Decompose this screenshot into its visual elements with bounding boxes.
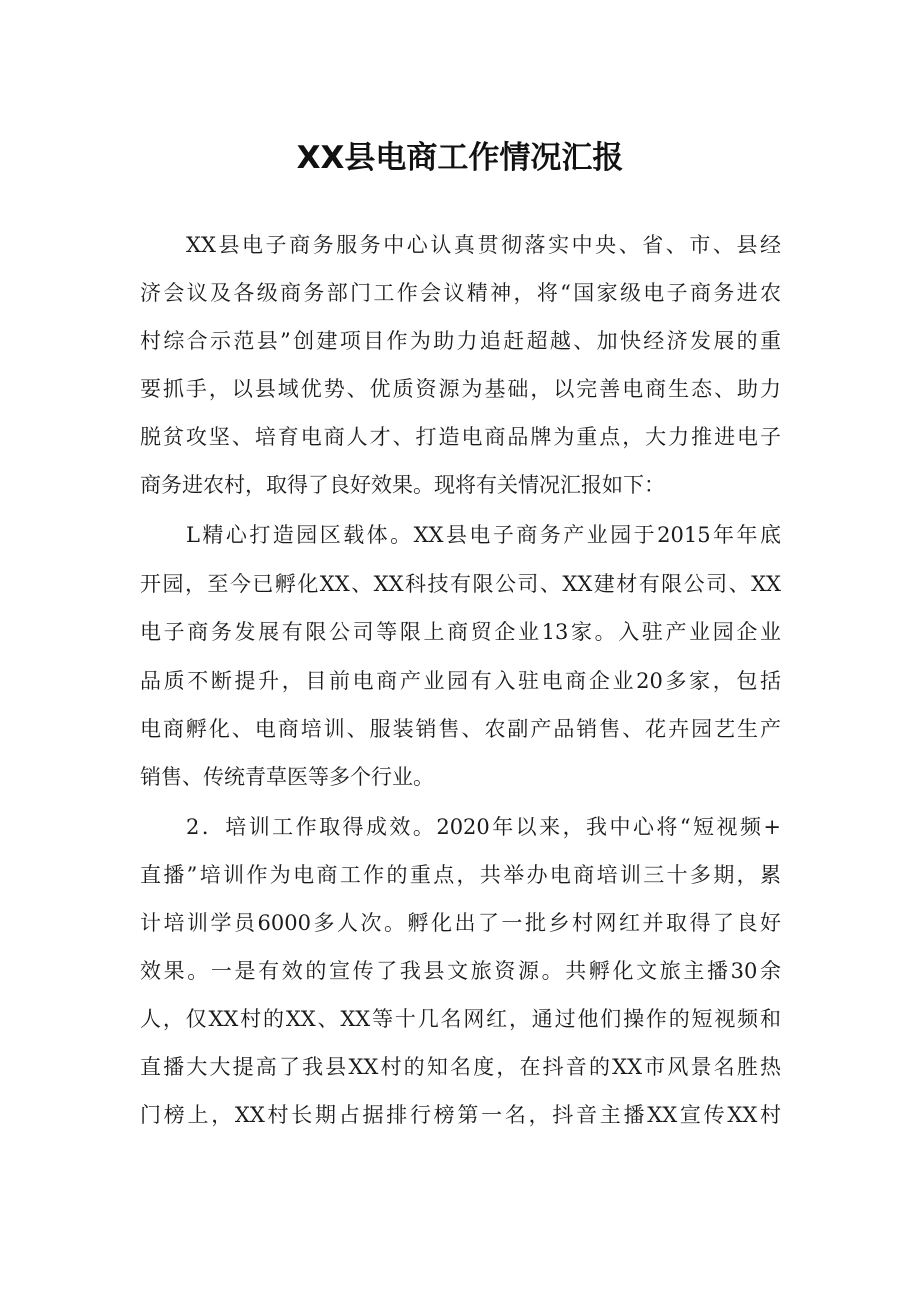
paragraph-2-line-1: L精心打造园区载体。XX县电子商务产业园于2015年年底 [186,523,781,547]
paragraph-1-line-1: XX县电子商务服务中心认真贯彻落实中央、省、市、县经 [186,233,781,257]
paragraph-3-line-2: 直播”培训作为电商工作的重点，共举办电商培训三十多期，累 [140,863,781,887]
paragraph-2-line-3: 电子商务发展有限公司等限上商贸企业13家。入驻产业园企业 [140,620,781,644]
paragraph-3-line-4: 效果。一是有效的宣传了我县文旅资源。共孵化文旅主播30余 [140,959,781,983]
paragraph-3-line-3: 计培训学员6000多人次。孵化出了一批乡村网红并取得了良好 [140,911,781,935]
paragraph-3-line-6: 直播大大提高了我县XX村的知名度，在抖音的XX市风景名胜热 [140,1055,781,1079]
paragraph-2-line-6: 销售、传统青草医等多个行业。 [140,765,434,789]
paragraph-1-line-5: 脱贫攻坚、培育电商人才、打造电商品牌为重点，大力推进电子 [140,425,781,449]
document-title: XX县电商工作情况汇报 [296,140,624,176]
paragraph-1-line-4: 要抓手，以县域优势、优质资源为基础，以完善电商生态、助力 [140,377,781,401]
paragraph-3-line-1: 2．培训工作取得成效。2020年以来，我中心将“短视频+ [186,815,781,839]
paragraph-1-line-6: 商务进农村，取得了良好效果。现将有关情况汇报如下： [140,473,665,497]
paragraph-3-line-5: 人，仅XX村的XX、XX等十几名网红，通过他们操作的短视频和 [140,1007,781,1031]
paragraph-3-line-7: 门榜上，XX村长期占据排行榜第一名，抖音主播XX宣传XX村 [140,1103,781,1127]
paragraph-1-line-3: 村综合示范县”创建项目作为助力追赶超越、加快经济发展的重 [140,329,781,353]
paragraph-2-line-4: 品质不断提升，目前电商产业园有入驻电商企业20多家，包括 [140,669,781,693]
paragraph-1-line-2: 济会议及各级商务部门工作会议精神，将“国家级电子商务进农 [140,281,781,305]
paragraph-2-line-2: 开园，至今已孵化XX、XX科技有限公司、XX建材有限公司、XX [140,572,781,596]
paragraph-2-line-5: 电商孵化、电商培训、服装销售、农副产品销售、花卉园艺生产 [140,717,781,741]
